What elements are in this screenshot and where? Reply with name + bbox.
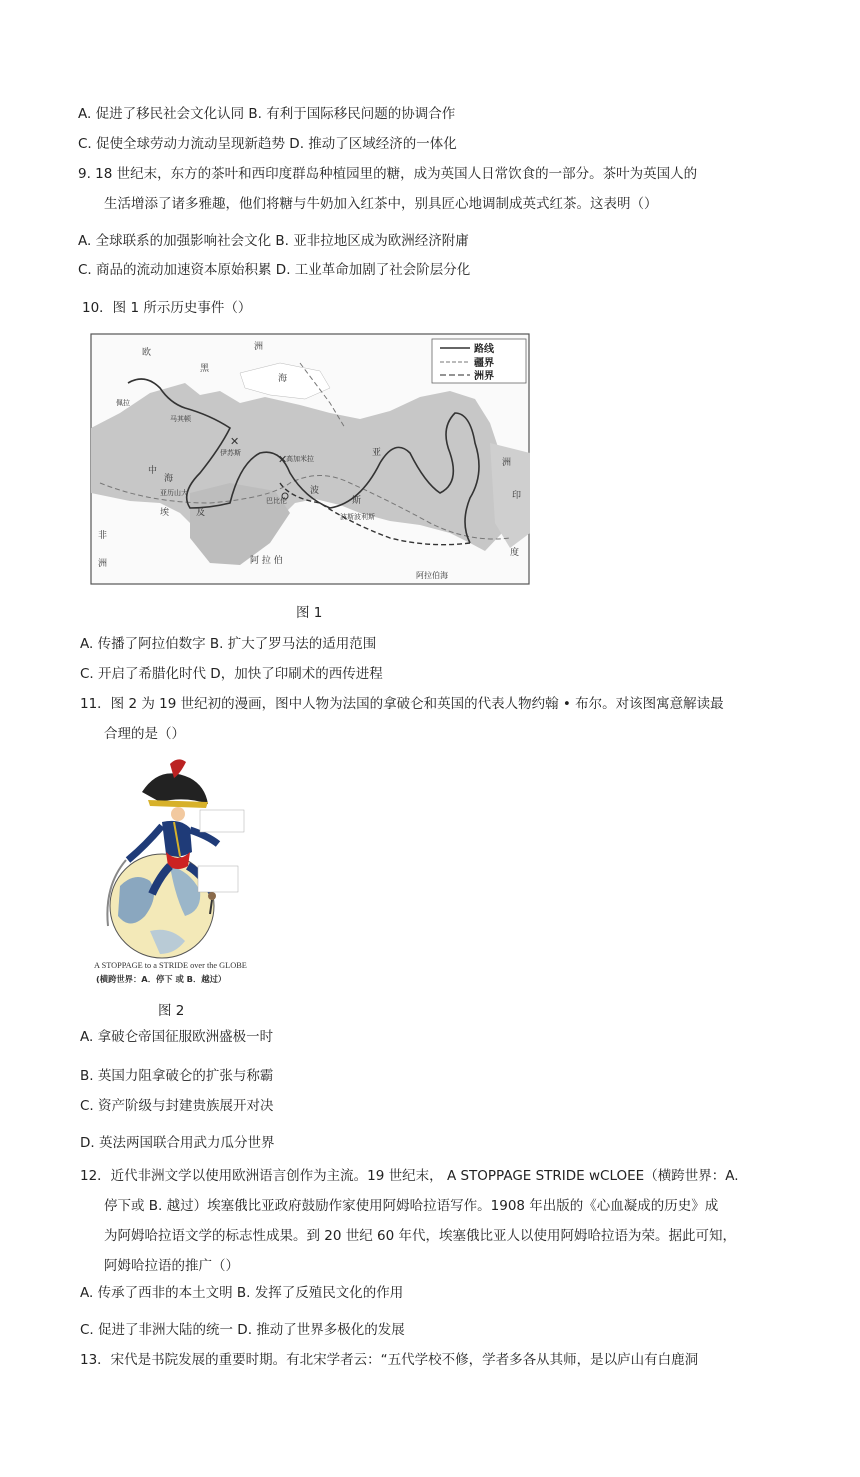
- q11-option-d: D. 英法两国联合用武力瓜分世界: [80, 1135, 275, 1151]
- figure-1-map: [90, 333, 530, 585]
- label-mediterranean-2: 海: [164, 474, 174, 484]
- label-arabia: 阿 拉 伯: [250, 556, 283, 566]
- label-sea-1: 海: [278, 374, 288, 384]
- cartoon-subtitle: (横跨世界：A．停下 或 B．越过）: [96, 974, 227, 984]
- q12-options-ab: A. 传承了西非的本土文明 B. 发挥了反殖民文化的作用: [80, 1285, 404, 1301]
- q12-stem-1: 12．近代非洲文学以使用欧洲语言创作为主流。19 世纪末， A STOPPAGE STRIDE wCLOEE（横跨世界：A.: [80, 1168, 739, 1184]
- figure-2-caption: 图 2: [158, 1003, 185, 1019]
- label-egypt-1: 埃: [160, 508, 170, 518]
- figure-1-caption: 图 1: [296, 605, 323, 621]
- label-issus: 伊苏斯: [220, 449, 241, 457]
- label-india-1: 印: [512, 491, 522, 501]
- label-africa-2: 洲: [98, 559, 108, 569]
- label-persia-2: 斯: [352, 496, 362, 506]
- q13-stem-1: 13．宋代是书院发展的重要时期。有北宋学者云：“五代学校不修，学者多各从其师，是以庐山有白鹿洞: [80, 1352, 699, 1368]
- q9-stem-1: 9. 18 世纪末，东方的茶叶和西印度群岛种植园里的糖，成为英国人日常饮食的一部分。茶叶为英国人的: [78, 166, 698, 182]
- q12-stem-4: 阿姆哈拉语的推广（）: [104, 1258, 239, 1274]
- label-europe-1: 欧: [142, 348, 152, 358]
- q12-stem-3: 为阿姆哈拉语文学的标志性成果。到 20 世纪 60 年代，埃塞俄比亚人以使用阿姆哈拉语为荣。据此可知，: [104, 1228, 737, 1244]
- q10-options-cd: C. 开启了希腊化时代 D，加快了印刷术的西传进程: [80, 666, 383, 682]
- q9-stem-2: 生活增添了诸多雅趣，他们将糖与牛奶加入红茶中，别具匠心地调制成英式红茶。这表明（）: [104, 196, 658, 212]
- label-mediterranean-1: 中: [148, 466, 158, 476]
- q11-stem-1: 11．图 2 为 19 世纪初的漫画，图中人物为法国的拿破仑和英国的代表人物约翰 • 布尔。对该图寓意解读最: [80, 696, 724, 712]
- legend-continent-border: 洲界: [474, 371, 494, 382]
- svg-text:✕: ✕: [230, 435, 240, 448]
- label-persia-1: 波: [310, 486, 320, 496]
- q11-option-a: A. 拿破仑帝国征服欧洲盛极一时: [80, 1029, 274, 1045]
- q12-options-cd: C. 促进了非洲大陆的统一 D. 推动了世界多极化的发展: [80, 1322, 405, 1338]
- q9-options-cd: C. 商品的流动加速资本原始积累 D. 工业革命加剧了社会阶层分化: [78, 262, 471, 278]
- legend-route: 路线: [474, 344, 494, 355]
- q11-option-c: C. 资产阶级与封建贵族展开对决: [80, 1098, 274, 1114]
- legend-border: 疆界: [474, 358, 494, 369]
- label-europe-2: 洲: [254, 342, 264, 352]
- cartoon-title: A STOPPAGE to a STRIDE over the GLOBE: [94, 961, 247, 970]
- label-black-sea: 黑: [200, 364, 210, 374]
- label-arabian-sea: 阿拉伯海: [416, 571, 448, 580]
- q11-option-b: B. 英国力阻拿破仑的扩张与称霸: [80, 1068, 274, 1084]
- label-asia-1: 亚: [372, 448, 382, 458]
- label-macedonia: 马其顿: [170, 415, 191, 423]
- q8-options-cd: C. 促使全球劳动力流动呈现新趋势 D. 推动了区域经济的一体化: [78, 136, 457, 152]
- label-persepolis: 波斯波利斯: [340, 513, 375, 521]
- q11-stem-2: 合理的是（）: [104, 726, 185, 742]
- q8-options-ab: A. 促进了移民社会文化认同 B. 有利于国际移民问题的协调合作: [78, 106, 456, 122]
- label-alexandria: 亚历山大: [160, 489, 188, 497]
- label-pella: 佩拉: [116, 399, 130, 407]
- label-india-2: 度: [510, 548, 520, 558]
- figure-2-cartoon: [90, 756, 248, 986]
- q10-stem: 10．图 1 所示历史事件（）: [82, 300, 252, 316]
- label-africa-1: 非: [98, 531, 108, 541]
- label-egypt-2: 及: [196, 508, 206, 518]
- label-gaugamela: 高加米拉: [286, 455, 314, 463]
- svg-text:✕: ✕: [278, 453, 288, 466]
- label-asia-2: 洲: [502, 458, 512, 468]
- q12-stem-2: 停下或 B. 越过）埃塞俄比亚政府鼓励作家使用阿姆哈拉语写作。1908 年出版的《心血凝成的历史》成: [104, 1198, 719, 1214]
- label-babylon: 巴比伦: [266, 497, 287, 505]
- q9-options-ab: A. 全球联系的加强影响社会文化 B. 亚非拉地区成为欧洲经济附庸: [78, 233, 469, 249]
- q10-options-ab: A. 传播了阿拉伯数字 B. 扩大了罗马法的适用范围: [80, 636, 377, 652]
